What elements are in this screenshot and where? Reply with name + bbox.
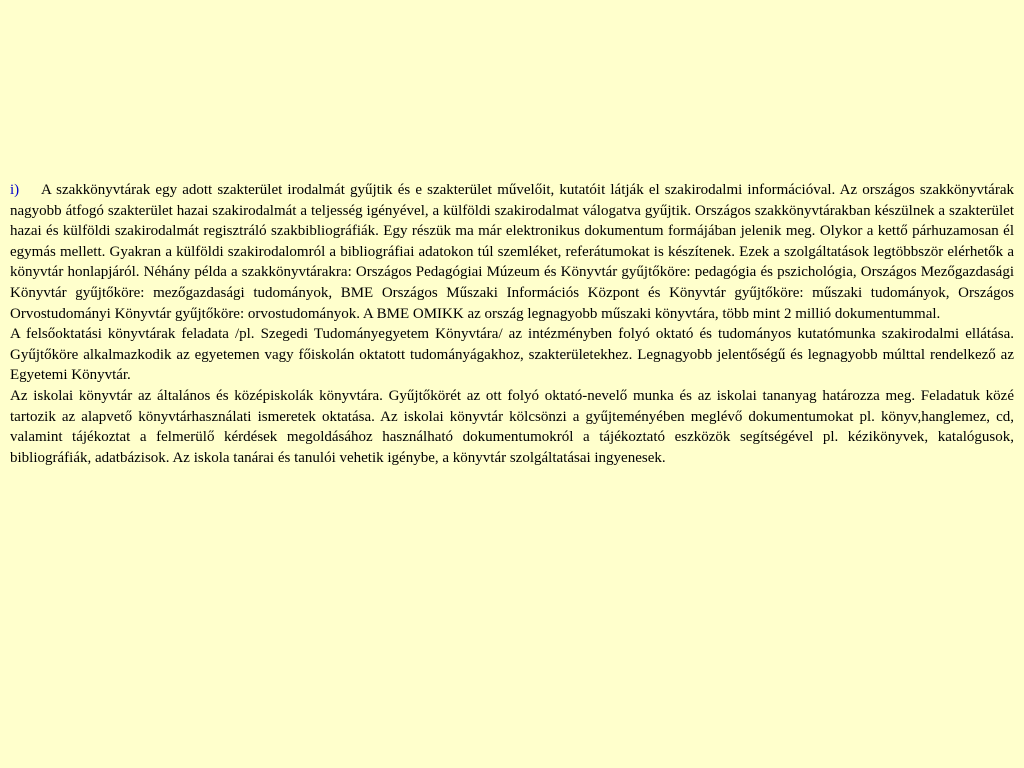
- paragraph-text: A szakkönyvtárak egy adott szakterület irodalmát gyűjtik és e szakterület művelőit, kutatóit látják el szakirodalmi információval. Az országos szakkönyvtárak nagyobb átfogó szakterület hazai szakirodalmát a teljesség igényével, a külföldi szakirodalmat válogatva gyűjtik. Országos szakkönyvtárakban készülnek a szakterület hazai és külföldi szakirodalmát regisztráló szakbibliográfiák. Egy részük ma már elektronikus dokumentum formájában jelenik meg. Olykor a kettő párhuzamosan él egymás mellett. Gyakran a külföldi szakirodalomról a bibliográfiai adatokon túl szemléket, referátumokat is készítenek. Ezek a szolgáltatások legtöbbször elérhetők a könyvtár honlapjáról. Néhány példa a szakkönyvtárakra: Országos Pedagógiai Múzeum és Könyvtár gyűjtőköre: pedagógia és pszichológia, Országos Mezőgazdasági Könyvtár gyűjtőköre: mezőgazdasági tudományok, BME Országos Műszaki Információs Központ és Könyvtár gyűjtőköre: műszaki tudományok, Országos Orvostudományi Könyvtár gyűjtőköre: orvostudományok. A BME OMIKK az ország legnagyobb műszaki könyvtára, több mint 2 millió dokumentummal.: [10, 182, 1014, 322]
- body-text: [10, 180, 1014, 468]
- paragraph-academic-libraries: [10, 324, 1014, 386]
- paragraph-special-libraries: [10, 180, 1014, 324]
- paragraph-text: A felsőoktatási könyvtárak feladata /pl. Szegedi Tudományegyetem Könyvtára/ az intézményben folyó oktató és tudományos kutatómunka szakirodalmi ellátása. Gyűjtőköre alkalmazkodik az egyetemen vagy főiskolán oktatott tudományágakhoz, szakterületekhez. Legnagyobb jelentőségű és legnagyobb múlttal rendelkező az Egyetemi Könyvtár.: [10, 326, 1014, 384]
- paragraph-school-libraries: [10, 386, 1014, 468]
- list-marker: i): [10, 182, 20, 198]
- paragraph-text: Az iskolai könyvtár az általános és középiskolák könyvtára. Gyűjtőkörét az ott folyó oktató-nevelő munka és az iskolai tananyag határozza meg. Feladatuk közé tartozik az alapvető könyvtárhasználati ismeretek oktatása. Az iskolai könyvtár kölcsönzi a gyűjteményében meglévő dokumentumokat pl. könyv,hanglemez, cd, valamint tájékoztat a felmerülő kérdések megoldásához használható dokumentumokról a tájékoztató eszközök segítségével pl. kézikönyvek, katalógusok, bibliográfiák, adatbázisok. Az iskola tanárai és tanulói vehetik igénybe, a könyvtár szolgáltatásai ingyenesek.: [10, 387, 1014, 466]
